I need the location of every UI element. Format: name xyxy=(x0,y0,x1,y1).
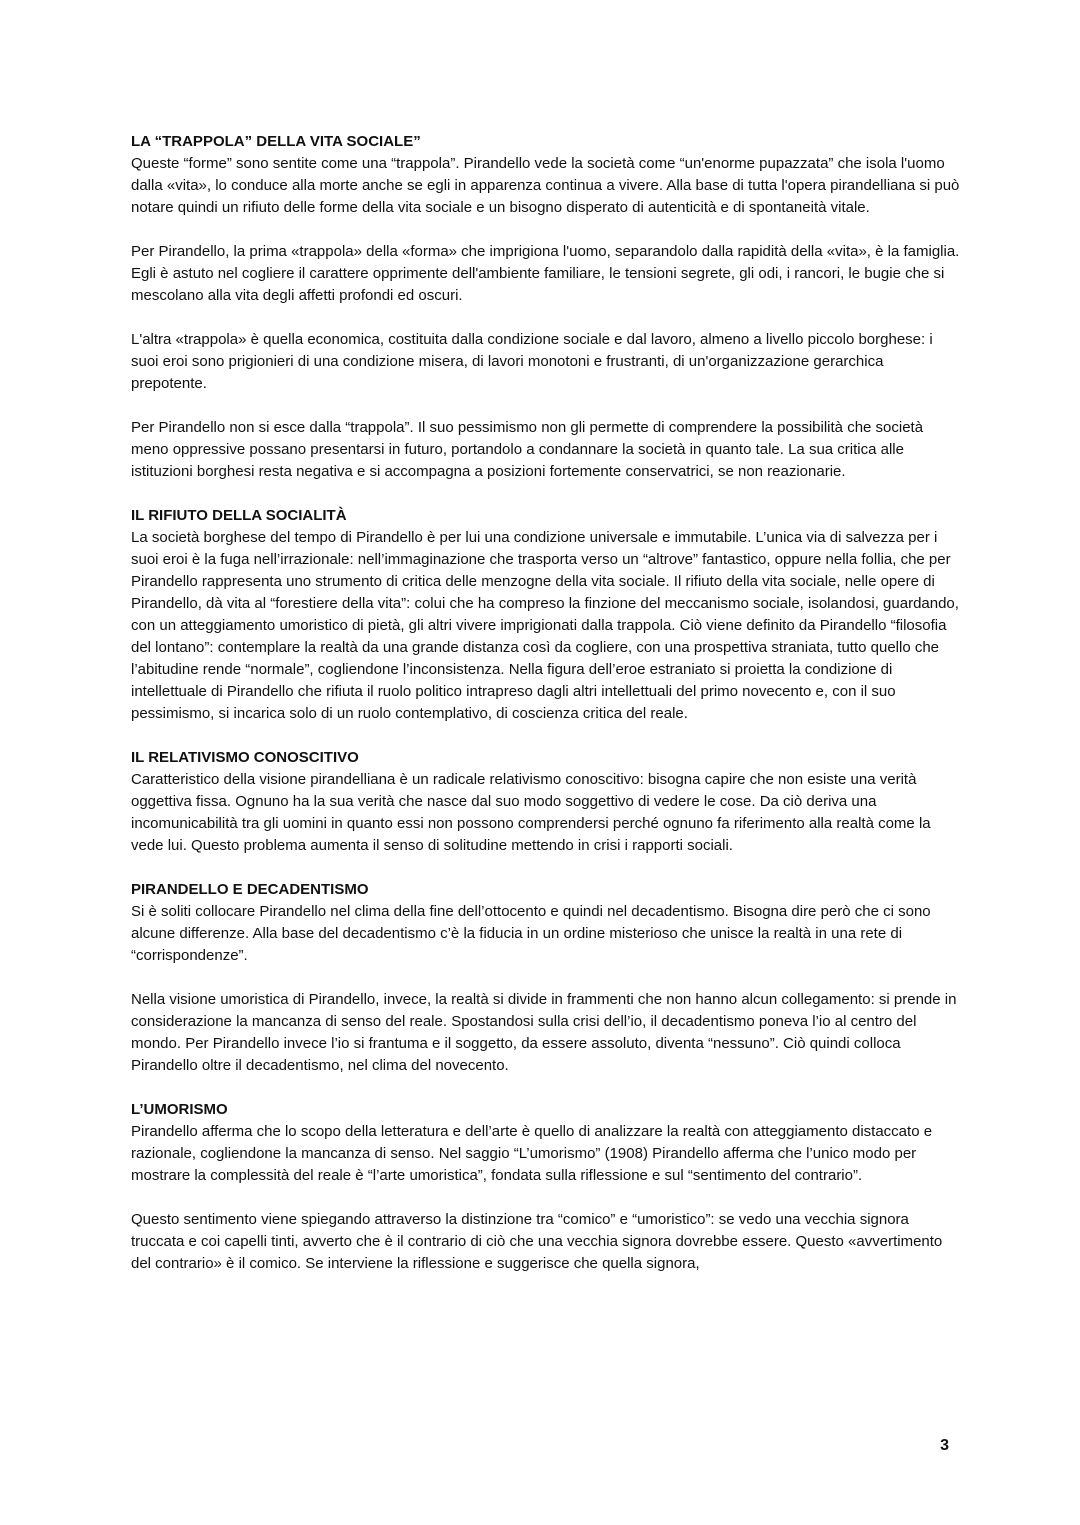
page-number: 3 xyxy=(940,1437,949,1454)
section-heading: IL RELATIVISMO CONOSCITIVO xyxy=(131,749,359,766)
section-umorismo xyxy=(131,1099,961,1275)
paragraph: Caratteristico della visione pirandelliana è un radicale relativismo conoscitivo: bisogna capire che non esiste una verità oggettiva fissa. Ognuno ha la sua verità che nasce dal suo modo soggettivo di vedere le cose. Da ciò deriva una incomunicabilità tra gli uomini in quanto essi non possono comprendersi perché ognuno fa riferimento alla realtà come la vede lui. Questo problema aumenta il senso di solitudine mettendo in crisi i rapporti sociali. xyxy=(131,771,931,854)
paragraph: Questo sentimento viene spiegando attraverso la distinzione tra “comico” e “umoristico”: se vedo una vecchia signora truccata e coi capelli tinti, avverto che è il contrario di ciò che una vecchia signora dovrebbe essere. Questo «avvertimento del contrario» è il comico. Se interviene la riflessione e suggerisce che quella signora, xyxy=(131,1211,943,1272)
paragraph: Per Pirandello non si esce dalla “trappola”. Il suo pessimismo non gli permette di comprendere la possibilità che società meno oppressive possano presentarsi in futuro, portandolo a condannare la società in quanto tale. La sua critica alle istituzioni borghesi resta negativa e si accompagna a posizioni fortemente conservatrici, se non reazionarie. xyxy=(131,419,924,480)
section-decadentismo xyxy=(131,879,961,1077)
section-trappola xyxy=(131,131,961,483)
section-relativismo xyxy=(131,747,961,857)
paragraph: Nella visione umoristica di Pirandello, invece, la realtà si divide in frammenti che non hanno alcun collegamento: si prende in considerazione la mancanza di senso del reale. Spostandosi sulla crisi dell’io, il decadentismo poneva l’io al centro del mondo. Per Pirandello invece l’io si frantuma e il soggetto, da essere assoluto, diventa “nessuno”. Ciò quindi colloca Pirandello oltre il decadentismo, nel clima del novecento. xyxy=(131,991,957,1074)
paragraph: Queste “forme” sono sentite come una “trappola”. Pirandello vede la società come “un'enorme pupazzata” che isola l'uomo dalla «vita», lo conduce alla morte anche se egli in apparenza continua a vivere. Alla base di tutta l'opera pirandelliana si può notare quindi un rifiuto delle forme della vita sociale e un bisogno disperato di autenticità e di spontaneità vitale. xyxy=(131,155,960,216)
paragraph: Si è soliti collocare Pirandello nel clima della fine dell’ottocento e quindi nel decadentismo. Bisogna dire però che ci sono alcune differenze. Alla base del decadentismo c’è la fiducia in un ordine misterioso che unisce la realtà in una rete di “corrispondenze”. xyxy=(131,903,931,964)
section-heading: LA “TRAPPOLA” DELLA VITA SOCIALE” xyxy=(131,133,421,150)
document-page xyxy=(131,131,961,1297)
section-heading: PIRANDELLO E DECADENTISMO xyxy=(131,881,369,898)
paragraph: L'altra «trappola» è quella economica, costituita dalla condizione sociale e dal lavoro, almeno a livello piccolo borghese: i suoi eroi sono prigionieri di una condizione misera, di lavori monotoni e frustranti, di un'organizzazione gerarchica prepotente. xyxy=(131,331,933,392)
paragraph: La società borghese del tempo di Pirandello è per lui una condizione universale e immutabile. L’unica via di salvezza per i suoi eroi è la fuga nell’irrazionale: nell’immaginazione che trasporta verso un “altrove” fantastico, oppure nella follia, che per Pirandello rappresenta uno strumento di critica delle menzogne della vita sociale. Il rifiuto della vita sociale, nelle opere di Pirandello, dà vita al “forestiere della vita”: colui che ha compreso la finzione del meccanismo sociale, isolandosi, guardando, con un atteggiamento umoristico di pietà, gli altri vivere imprigionati dalla trappola. Ciò viene definito da Pirandello “filosofia del lontano”: contemplare la realtà da una grande distanza così da cogliere, con una prospettiva straniata, tutto quello che l’abitudine rende “normale”, cogliendone l’inconsistenza. Nella figura dell’eroe estraniato si proietta la condizione di intellettuale di Pirandello che rifiuta il ruolo politico intrapreso dagli altri intellettuali del primo novecento e, con il suo pessimismo, si incarica solo di un ruolo contemplativo, di coscienza critica del reale. xyxy=(131,529,959,722)
section-rifiuto-socialita xyxy=(131,505,961,725)
section-heading: IL RIFIUTO DELLA SOCIALITÀ xyxy=(131,507,347,524)
paragraph: Pirandello afferma che lo scopo della letteratura e dell’arte è quello di analizzare la realtà con atteggiamento distaccato e razionale, cogliendone la mancanza di senso. Nel saggio “L’umorismo” (1908) Pirandello afferma che l’unico modo per mostrare la complessità del reale è “l’arte umoristica”, fondata sulla riflessione e sul “sentimento del contrario”. xyxy=(131,1123,933,1184)
section-heading: L’UMORISMO xyxy=(131,1101,228,1118)
paragraph: Per Pirandello, la prima «trappola» della «forma» che imprigiona l'uomo, separandolo dalla rapidità della «vita», è la famiglia. Egli è astuto nel cogliere il carattere opprimente dell'ambiente familiare, le tensioni segrete, gli odi, i rancori, le bugie che si mescolano alla vita degli affetti profondi ed oscuri. xyxy=(131,243,960,304)
